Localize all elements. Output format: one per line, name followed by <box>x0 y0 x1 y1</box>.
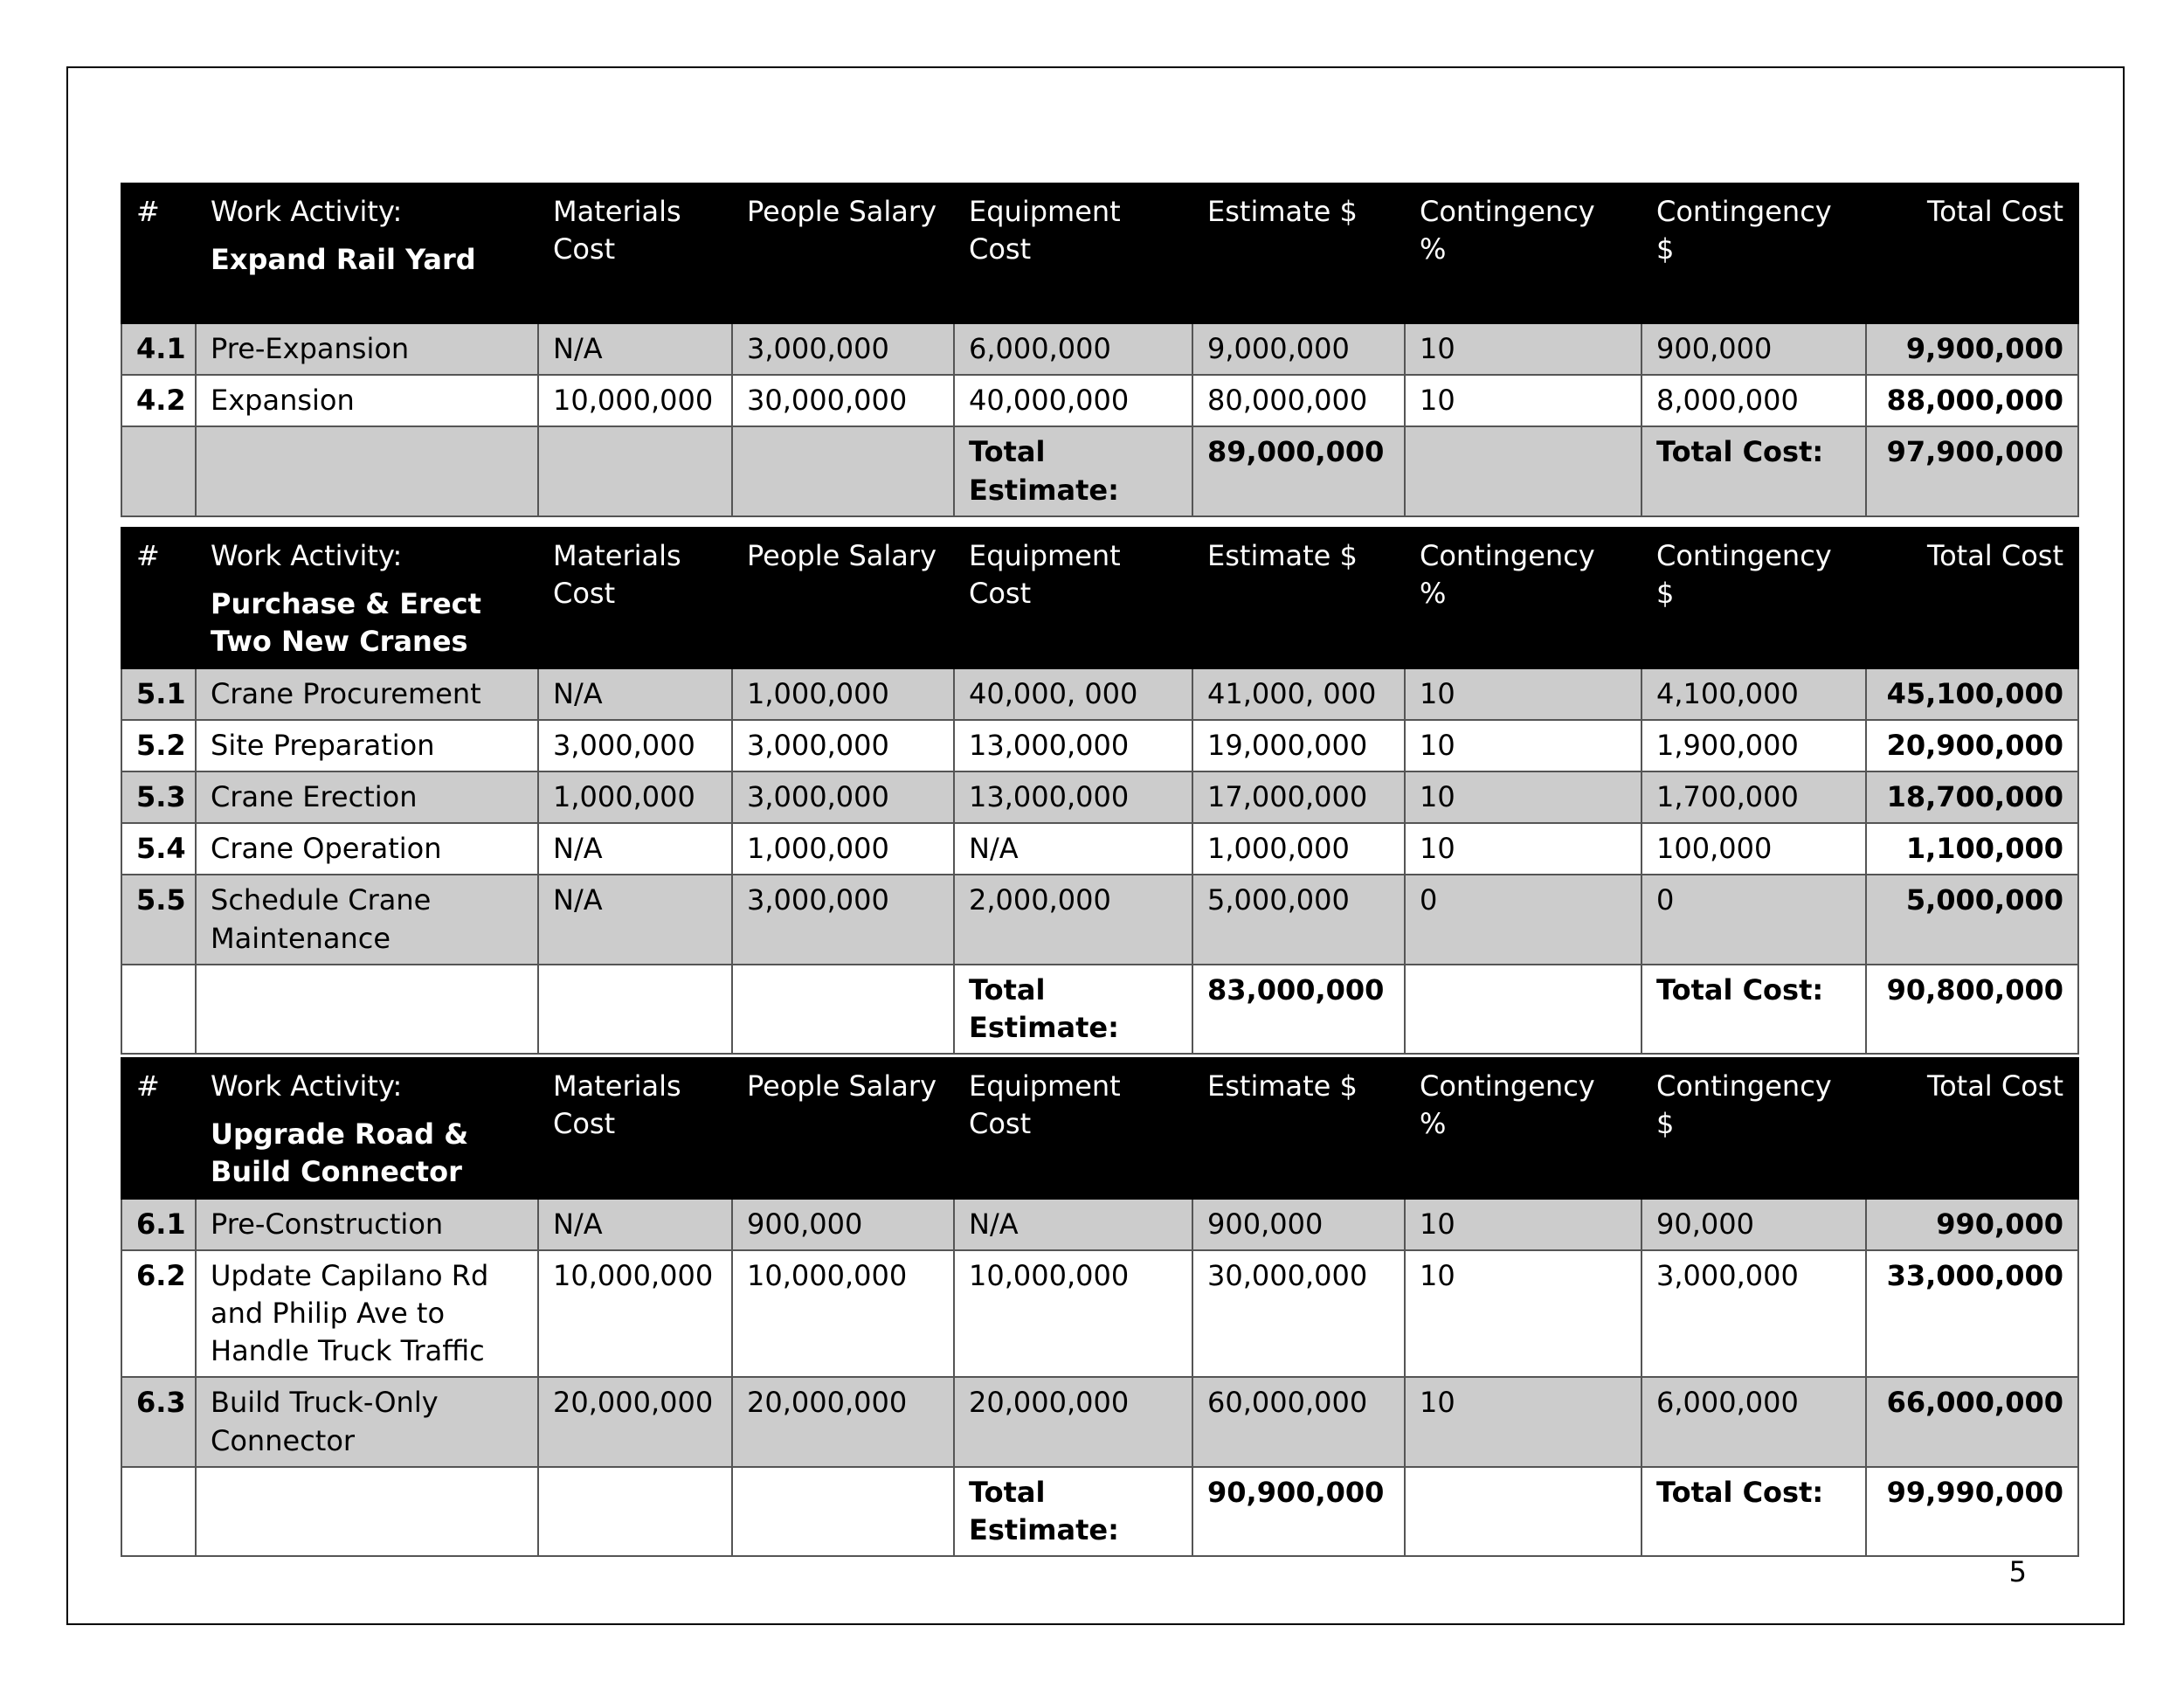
activity-group-name: Purchase & Erect Two New Cranes <box>211 587 481 659</box>
row-salary: 900,000 <box>732 1199 954 1250</box>
row-estimate: 41,000, 000 <box>1192 668 1405 720</box>
row-estimate: 9,000,000 <box>1192 323 1405 375</box>
row-equipment: N/A <box>954 1199 1192 1250</box>
row-activity: Build Truck-Only Connector <box>196 1377 538 1466</box>
row-total-cost: 20,900,000 <box>1866 720 2078 771</box>
row-contingency-pct: 10 <box>1405 668 1641 720</box>
row-salary: 30,000,000 <box>732 375 954 426</box>
row-contingency-amt: 900,000 <box>1641 323 1866 375</box>
header-contingency-pct: Contingency % <box>1405 183 1641 323</box>
row-materials: N/A <box>538 1199 732 1250</box>
row-contingency-amt: 1,900,000 <box>1641 720 1866 771</box>
row-activity: Crane Erection <box>196 771 538 823</box>
table-header-row <box>121 1058 2078 1199</box>
row-contingency-amt: 3,000,000 <box>1641 1250 1866 1378</box>
row-estimate: 80,000,000 <box>1192 375 1405 426</box>
row-contingency-pct: 10 <box>1405 323 1641 375</box>
row-salary: 1,000,000 <box>732 823 954 875</box>
row-num: 4.2 <box>121 375 196 426</box>
header-contingency-amt: Contingency $ <box>1641 1058 1866 1199</box>
table-row <box>121 875 2078 964</box>
row-num: 6.1 <box>121 1199 196 1250</box>
row-num: 5.2 <box>121 720 196 771</box>
total-estimate-value: 90,900,000 <box>1192 1467 1405 1556</box>
row-equipment: 10,000,000 <box>954 1250 1192 1378</box>
row-equipment: 13,000,000 <box>954 771 1192 823</box>
row-activity: Crane Operation <box>196 823 538 875</box>
row-total-cost: 88,000,000 <box>1866 375 2078 426</box>
table-row <box>121 323 2078 375</box>
row-salary: 3,000,000 <box>732 720 954 771</box>
header-contingency-pct: Contingency % <box>1405 1058 1641 1199</box>
row-contingency-amt: 1,700,000 <box>1641 771 1866 823</box>
row-activity: Update Capilano Rd and Philip Ave to Handle Truck Traffic <box>196 1250 538 1378</box>
row-contingency-amt: 100,000 <box>1641 823 1866 875</box>
row-contingency-amt: 90,000 <box>1641 1199 1866 1250</box>
total-cost-label: Total Cost: <box>1641 426 1866 515</box>
table-row <box>121 771 2078 823</box>
header-contingency-pct: Contingency % <box>1405 528 1641 668</box>
table-row <box>121 1377 2078 1466</box>
row-materials: 20,000,000 <box>538 1377 732 1466</box>
row-total-cost: 33,000,000 <box>1866 1250 2078 1378</box>
row-salary: 1,000,000 <box>732 668 954 720</box>
row-salary: 3,000,000 <box>732 323 954 375</box>
header-materials: Materials Cost <box>538 183 732 323</box>
cost-table-road-connector <box>121 1057 2079 1557</box>
header-estimate: Estimate $ <box>1192 183 1405 323</box>
totals-row <box>121 965 2078 1054</box>
header-salary: People Salary <box>732 528 954 668</box>
row-equipment: 6,000,000 <box>954 323 1192 375</box>
row-estimate: 17,000,000 <box>1192 771 1405 823</box>
total-estimate-label: Total Estimate: <box>954 1467 1192 1556</box>
row-equipment: 2,000,000 <box>954 875 1192 964</box>
row-salary: 3,000,000 <box>732 875 954 964</box>
header-work-activity <box>196 1058 538 1199</box>
row-equipment: 13,000,000 <box>954 720 1192 771</box>
header-materials: Materials Cost <box>538 1058 732 1199</box>
header-salary: People Salary <box>732 183 954 323</box>
header-num: # <box>121 528 196 668</box>
header-estimate: Estimate $ <box>1192 528 1405 668</box>
row-contingency-pct: 10 <box>1405 1250 1641 1378</box>
row-estimate: 900,000 <box>1192 1199 1405 1250</box>
row-contingency-pct: 0 <box>1405 875 1641 964</box>
row-salary: 20,000,000 <box>732 1377 954 1466</box>
total-cost-value: 99,990,000 <box>1866 1467 2078 1556</box>
header-work-activity <box>196 528 538 668</box>
header-contingency-amt: Contingency $ <box>1641 528 1866 668</box>
row-total-cost: 9,900,000 <box>1866 323 2078 375</box>
row-num: 5.1 <box>121 668 196 720</box>
row-contingency-pct: 10 <box>1405 375 1641 426</box>
row-activity: Crane Procurement <box>196 668 538 720</box>
row-materials: N/A <box>538 668 732 720</box>
row-materials: N/A <box>538 823 732 875</box>
row-num: 4.1 <box>121 323 196 375</box>
header-contingency-amt: Contingency $ <box>1641 183 1866 323</box>
table-row <box>121 668 2078 720</box>
row-salary: 10,000,000 <box>732 1250 954 1378</box>
row-estimate: 5,000,000 <box>1192 875 1405 964</box>
row-total-cost: 66,000,000 <box>1866 1377 2078 1466</box>
row-num: 6.2 <box>121 1250 196 1378</box>
row-total-cost: 45,100,000 <box>1866 668 2078 720</box>
header-materials: Materials Cost <box>538 528 732 668</box>
row-materials: 1,000,000 <box>538 771 732 823</box>
row-num: 5.4 <box>121 823 196 875</box>
row-contingency-pct: 10 <box>1405 720 1641 771</box>
total-estimate-label: Total Estimate: <box>954 965 1192 1054</box>
row-num: 5.3 <box>121 771 196 823</box>
table-row <box>121 1250 2078 1378</box>
table-header-row <box>121 183 2078 323</box>
header-equipment: Equipment Cost <box>954 528 1192 668</box>
row-activity: Pre-Construction <box>196 1199 538 1250</box>
table-row <box>121 1199 2078 1250</box>
row-materials: 10,000,000 <box>538 375 732 426</box>
row-materials: N/A <box>538 875 732 964</box>
totals-row <box>121 1467 2078 1556</box>
page-number: 5 <box>2008 1555 2027 1588</box>
row-total-cost: 18,700,000 <box>1866 771 2078 823</box>
header-total-cost: Total Cost <box>1866 1058 2078 1199</box>
row-activity: Site Preparation <box>196 720 538 771</box>
totals-row <box>121 426 2078 515</box>
header-salary: People Salary <box>732 1058 954 1199</box>
header-work-activity <box>196 183 538 323</box>
row-materials: N/A <box>538 323 732 375</box>
activity-group-name: Upgrade Road & Build Connector <box>211 1117 469 1189</box>
row-activity: Pre-Expansion <box>196 323 538 375</box>
header-estimate: Estimate $ <box>1192 1058 1405 1199</box>
table-row <box>121 823 2078 875</box>
row-contingency-pct: 10 <box>1405 1199 1641 1250</box>
total-estimate-value: 83,000,000 <box>1192 965 1405 1054</box>
row-contingency-pct: 10 <box>1405 823 1641 875</box>
row-contingency-amt: 0 <box>1641 875 1866 964</box>
total-cost-label: Total Cost: <box>1641 1467 1866 1556</box>
total-estimate-value: 89,000,000 <box>1192 426 1405 515</box>
row-total-cost: 5,000,000 <box>1866 875 2078 964</box>
row-contingency-pct: 10 <box>1405 1377 1641 1466</box>
cost-table-expand-rail-yard <box>121 183 2079 517</box>
header-equipment: Equipment Cost <box>954 183 1192 323</box>
row-estimate: 1,000,000 <box>1192 823 1405 875</box>
activity-group-name: Expand Rail Yard <box>211 243 476 277</box>
header-activity-label: Work Activity: <box>211 195 403 228</box>
total-cost-label: Total Cost: <box>1641 965 1866 1054</box>
total-cost-value: 90,800,000 <box>1866 965 2078 1054</box>
total-estimate-label: Total Estimate: <box>954 426 1192 515</box>
table-row <box>121 720 2078 771</box>
table-header-row <box>121 528 2078 668</box>
row-contingency-amt: 6,000,000 <box>1641 1377 1866 1466</box>
row-materials: 10,000,000 <box>538 1250 732 1378</box>
cost-table-cranes <box>121 527 2079 1055</box>
row-activity: Schedule Crane Maintenance <box>196 875 538 964</box>
header-equipment: Equipment Cost <box>954 1058 1192 1199</box>
header-num: # <box>121 183 196 323</box>
row-contingency-amt: 8,000,000 <box>1641 375 1866 426</box>
row-num: 5.5 <box>121 875 196 964</box>
row-contingency-pct: 10 <box>1405 771 1641 823</box>
row-materials: 3,000,000 <box>538 720 732 771</box>
row-equipment: 20,000,000 <box>954 1377 1192 1466</box>
total-cost-value: 97,900,000 <box>1866 426 2078 515</box>
row-equipment: 40,000,000 <box>954 375 1192 426</box>
row-equipment: N/A <box>954 823 1192 875</box>
row-estimate: 30,000,000 <box>1192 1250 1405 1378</box>
row-total-cost: 990,000 <box>1866 1199 2078 1250</box>
row-contingency-amt: 4,100,000 <box>1641 668 1866 720</box>
row-activity: Expansion <box>196 375 538 426</box>
row-salary: 3,000,000 <box>732 771 954 823</box>
header-activity-label: Work Activity: <box>211 1069 403 1103</box>
header-total-cost: Total Cost <box>1866 183 2078 323</box>
header-total-cost: Total Cost <box>1866 528 2078 668</box>
row-estimate: 19,000,000 <box>1192 720 1405 771</box>
table-row <box>121 375 2078 426</box>
row-num: 6.3 <box>121 1377 196 1466</box>
header-activity-label: Work Activity: <box>211 539 403 572</box>
header-num: # <box>121 1058 196 1199</box>
row-estimate: 60,000,000 <box>1192 1377 1405 1466</box>
row-total-cost: 1,100,000 <box>1866 823 2078 875</box>
row-equipment: 40,000, 000 <box>954 668 1192 720</box>
